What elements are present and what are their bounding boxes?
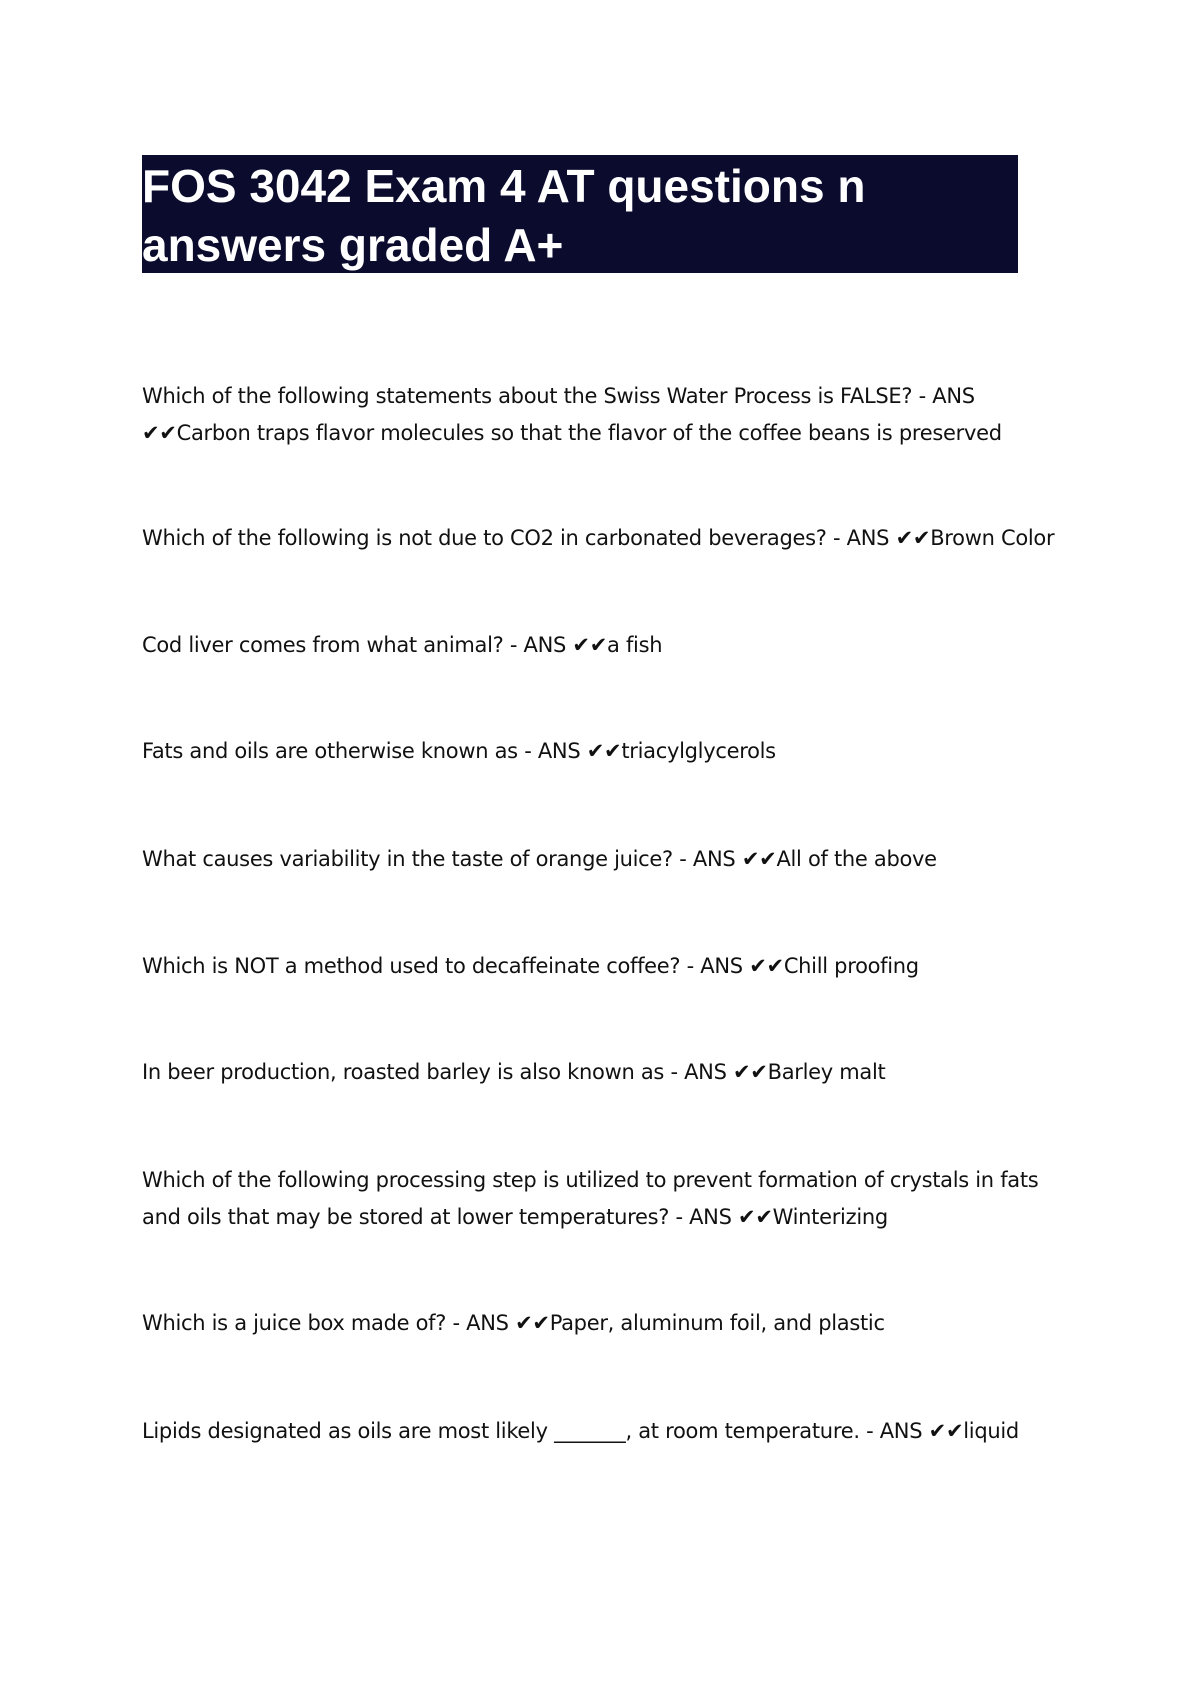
answer-prefix: - ANS bbox=[833, 526, 890, 550]
title-banner bbox=[142, 155, 1018, 273]
check-mark-icon: ✔✔ bbox=[572, 633, 608, 657]
qa-item bbox=[142, 378, 1082, 452]
answer-text: Brown Color bbox=[930, 526, 1055, 550]
qa-item bbox=[142, 841, 1082, 878]
question-text: Which of the following processing step is utilized to prevent formation of crystals in fats and oils that may be stored at lower temperatures? bbox=[142, 1168, 1039, 1229]
check-mark-icon: ✔✔ bbox=[749, 954, 784, 978]
answer-prefix: - ANS bbox=[524, 739, 581, 763]
check-mark-icon: ✔✔ bbox=[733, 1060, 768, 1084]
question-text: Which of the following statements about the Swiss Water Process is FALSE? bbox=[142, 384, 913, 408]
question-text: What causes variability in the taste of orange juice? bbox=[142, 847, 673, 871]
check-mark-icon: ✔✔ bbox=[741, 847, 777, 871]
question-text: Fats and oils are otherwise known as bbox=[142, 739, 518, 763]
qa-item bbox=[142, 733, 1082, 770]
answer-text: triacylglycerols bbox=[621, 739, 776, 763]
question-text: Lipids designated as oils are most likely _______, at room temperature. bbox=[142, 1419, 860, 1443]
answer-prefix: - ANS bbox=[509, 633, 567, 657]
answer-prefix: - ANS bbox=[866, 1419, 923, 1443]
question-text: Cod liver comes from what animal? bbox=[142, 633, 504, 657]
answer-text: Paper, aluminum foil, and plastic bbox=[549, 1311, 885, 1335]
answer-prefix: - ANS bbox=[452, 1311, 509, 1335]
check-mark-icon: ✔✔ bbox=[928, 1419, 964, 1443]
question-text: Which is a juice box made of? bbox=[142, 1311, 447, 1335]
answer-text: Chill proofing bbox=[783, 954, 919, 978]
qa-item bbox=[142, 627, 1082, 664]
answer-prefix: - ANS bbox=[670, 1060, 727, 1084]
qa-item bbox=[142, 1305, 1082, 1342]
qa-item bbox=[142, 1162, 1082, 1236]
answer-text: Barley malt bbox=[767, 1060, 886, 1084]
question-text: Which of the following is not due to CO2 in carbonated beverages? bbox=[142, 526, 827, 550]
answer-text: Carbon traps flavor molecules so that the flavor of the coffee beans is preserved bbox=[176, 421, 1002, 445]
qa-item bbox=[142, 948, 1082, 985]
question-text: In beer production, roasted barley is also known as bbox=[142, 1060, 665, 1084]
answer-text: a fish bbox=[607, 633, 663, 657]
question-text: Which is NOT a method used to decaffeinate coffee? bbox=[142, 954, 681, 978]
answer-text: All of the above bbox=[776, 847, 937, 871]
check-mark-icon: ✔✔ bbox=[586, 739, 622, 763]
qa-item bbox=[142, 1054, 1082, 1091]
answer-text: liquid bbox=[963, 1419, 1019, 1443]
check-mark-icon: ✔✔ bbox=[142, 421, 177, 445]
check-mark-icon: ✔✔ bbox=[895, 526, 931, 550]
document-title: FOS 3042 Exam 4 AT questions n answers graded A+ bbox=[142, 160, 866, 271]
answer-prefix: - ANS bbox=[675, 1205, 732, 1229]
qa-item bbox=[142, 520, 1082, 557]
answer-prefix: - ANS bbox=[918, 384, 975, 408]
check-mark-icon: ✔✔ bbox=[515, 1311, 550, 1335]
check-mark-icon: ✔✔ bbox=[738, 1205, 773, 1229]
answer-prefix: - ANS bbox=[679, 847, 736, 871]
answer-prefix: - ANS bbox=[686, 954, 743, 978]
answer-text: Winterizing bbox=[772, 1205, 888, 1229]
qa-item bbox=[142, 1413, 1082, 1450]
